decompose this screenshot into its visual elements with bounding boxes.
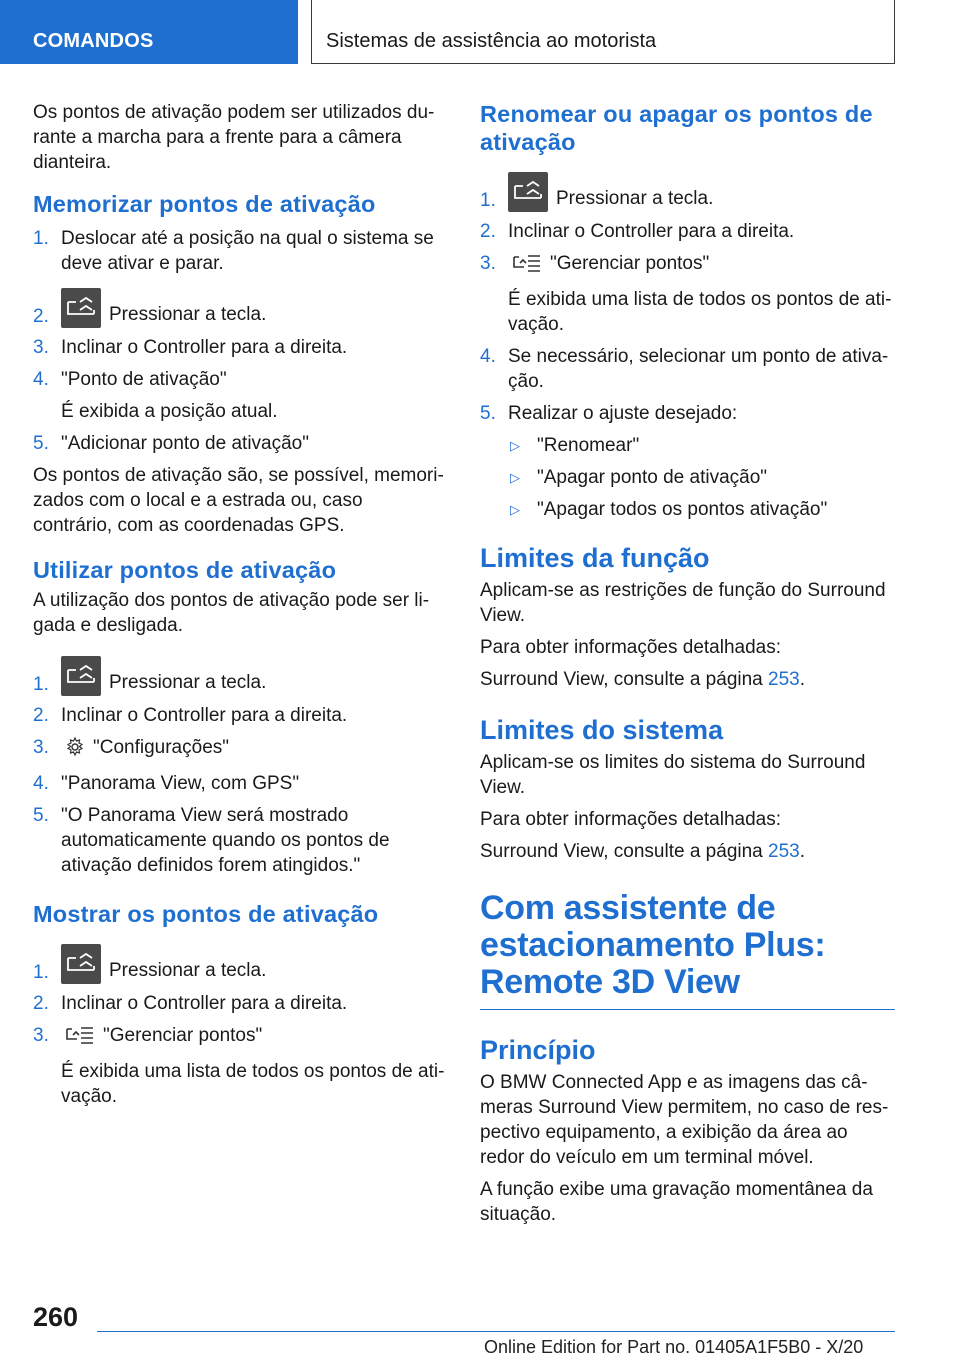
- heading-system-limits: Limites do sistema: [480, 715, 724, 745]
- list-item: 5. "O Panorama View será mostrado automaticamente quando os pontos de ativação definidos forem atingidos.": [33, 805, 390, 876]
- heading-principle: Princípio: [480, 1035, 596, 1065]
- camera-view-button-icon: [508, 172, 548, 212]
- system-limits-ref: Surround View, consulte a página 253.: [480, 841, 806, 862]
- chapter-heading: Com assistente de estacionamento Plus: Remote 3D View: [480, 890, 895, 1010]
- sub-list-item: ▷ "Renomear": [510, 435, 640, 456]
- chapter-title: Sistemas de assistência ao motorista: [326, 30, 657, 52]
- list-item: 1. Deslocar até a posição na qual o sistema se deve ativar e parar.: [33, 228, 434, 274]
- manage-points-icon: [65, 1025, 95, 1052]
- list-item: 2. Pressionar a tecla.: [33, 288, 445, 328]
- list-note: É exibida a posição atual.: [61, 401, 278, 422]
- list-note: É exibida uma lista de todos os pontos de ativação.: [61, 1061, 445, 1107]
- gear-icon: [65, 737, 85, 764]
- section-tab: [0, 0, 298, 64]
- section-label: COMANDOS: [33, 30, 154, 52]
- heading-show: Mostrar os pontos de ativação: [33, 901, 379, 927]
- list-item: 2. Inclinar o Controller para a direita.: [33, 993, 348, 1014]
- camera-view-button-icon: [61, 944, 101, 984]
- page-link[interactable]: 253: [768, 669, 800, 690]
- list-item: 3. "Gerenciar pontos": [33, 1023, 445, 1052]
- sub-list-item: ▷ "Apagar todos os pontos ativação": [510, 499, 828, 520]
- list-item: 3. Inclinar o Controller para a direita.: [33, 337, 348, 358]
- list-item: 2. Inclinar o Controller para a direita.: [480, 221, 795, 242]
- edition-note: Online Edition for Part no. 01405A1F5B0 - X/20: [484, 1337, 864, 1357]
- right-column: [480, 100, 895, 1234]
- function-limits-details: Para obter informações detalhadas:: [480, 637, 782, 658]
- list-item: 1. Pressionar a tecla.: [480, 172, 895, 212]
- list-item: 4. Se necessário, selecionar um ponto de ativação.: [480, 346, 889, 392]
- chapter-header: [311, 0, 895, 64]
- footer-rule: [97, 1331, 895, 1332]
- memorize-outro: Os pontos de ativação são, se possível, memorizados com o local e a estrada ou, caso contrário, com as coordenadas GPS.: [33, 465, 444, 536]
- list-item: 1. Pressionar a tecla.: [33, 944, 445, 984]
- list-item: 5. "Adicionar ponto de ativação": [33, 433, 309, 454]
- heading-memorize: Memorizar pontos de ativação: [33, 191, 376, 217]
- list-item: 5. Realizar o ajuste desejado:: [480, 403, 738, 424]
- heading-use: Utilizar pontos de ativação: [33, 557, 337, 583]
- sub-list-item: ▷ "Apagar ponto de ativação": [510, 467, 768, 488]
- function-limits-text: Aplicam-se as restrições de função do Surround View.: [480, 580, 886, 626]
- system-limits-text: Aplicam-se os limites do sistema do Surround View.: [480, 752, 866, 798]
- heading-rename: Renomear ou apagar os pontos de ativação: [480, 101, 873, 155]
- heading-function-limits: Limites da função: [480, 543, 710, 573]
- manage-points-icon: [512, 253, 542, 280]
- use-intro: A utilização dos pontos de ativação pode ser ligada e desligada.: [33, 590, 430, 636]
- list-item: 4. "Panorama View, com GPS": [33, 773, 300, 794]
- list-item: 2. Inclinar o Controller para a direita.: [33, 705, 348, 726]
- system-limits-details: Para obter informações detalhadas:: [480, 809, 782, 830]
- list-item: 1. Pressionar a tecla.: [33, 656, 445, 696]
- camera-view-button-icon: [61, 656, 101, 696]
- intro-text: Os pontos de ativação podem ser utilizados durante a marcha para a frente para a câmera dianteira.: [33, 102, 435, 173]
- camera-view-button-icon: [61, 288, 101, 328]
- list-item: 3. "Configurações": [33, 735, 445, 764]
- list-note: É exibida uma lista de todos os pontos de ativação.: [508, 289, 892, 335]
- principle-text: O BMW Connected App e as imagens das câmeras Surround View permitem, no caso de respectivo equipamento, a exibição da área ao redor do veículo em um terminal móvel.: [480, 1072, 889, 1168]
- left-column: [33, 100, 445, 1116]
- list-item: 3. "Gerenciar pontos": [480, 251, 895, 280]
- page-number: 260: [33, 1302, 79, 1332]
- function-limits-ref: Surround View, consulte a página 253.: [480, 669, 806, 690]
- page-link[interactable]: 253: [768, 841, 800, 862]
- list-item: 4. "Ponto de ativação": [33, 369, 227, 390]
- principle-text-2: A função exibe uma gravação momentânea da situação.: [480, 1179, 873, 1225]
